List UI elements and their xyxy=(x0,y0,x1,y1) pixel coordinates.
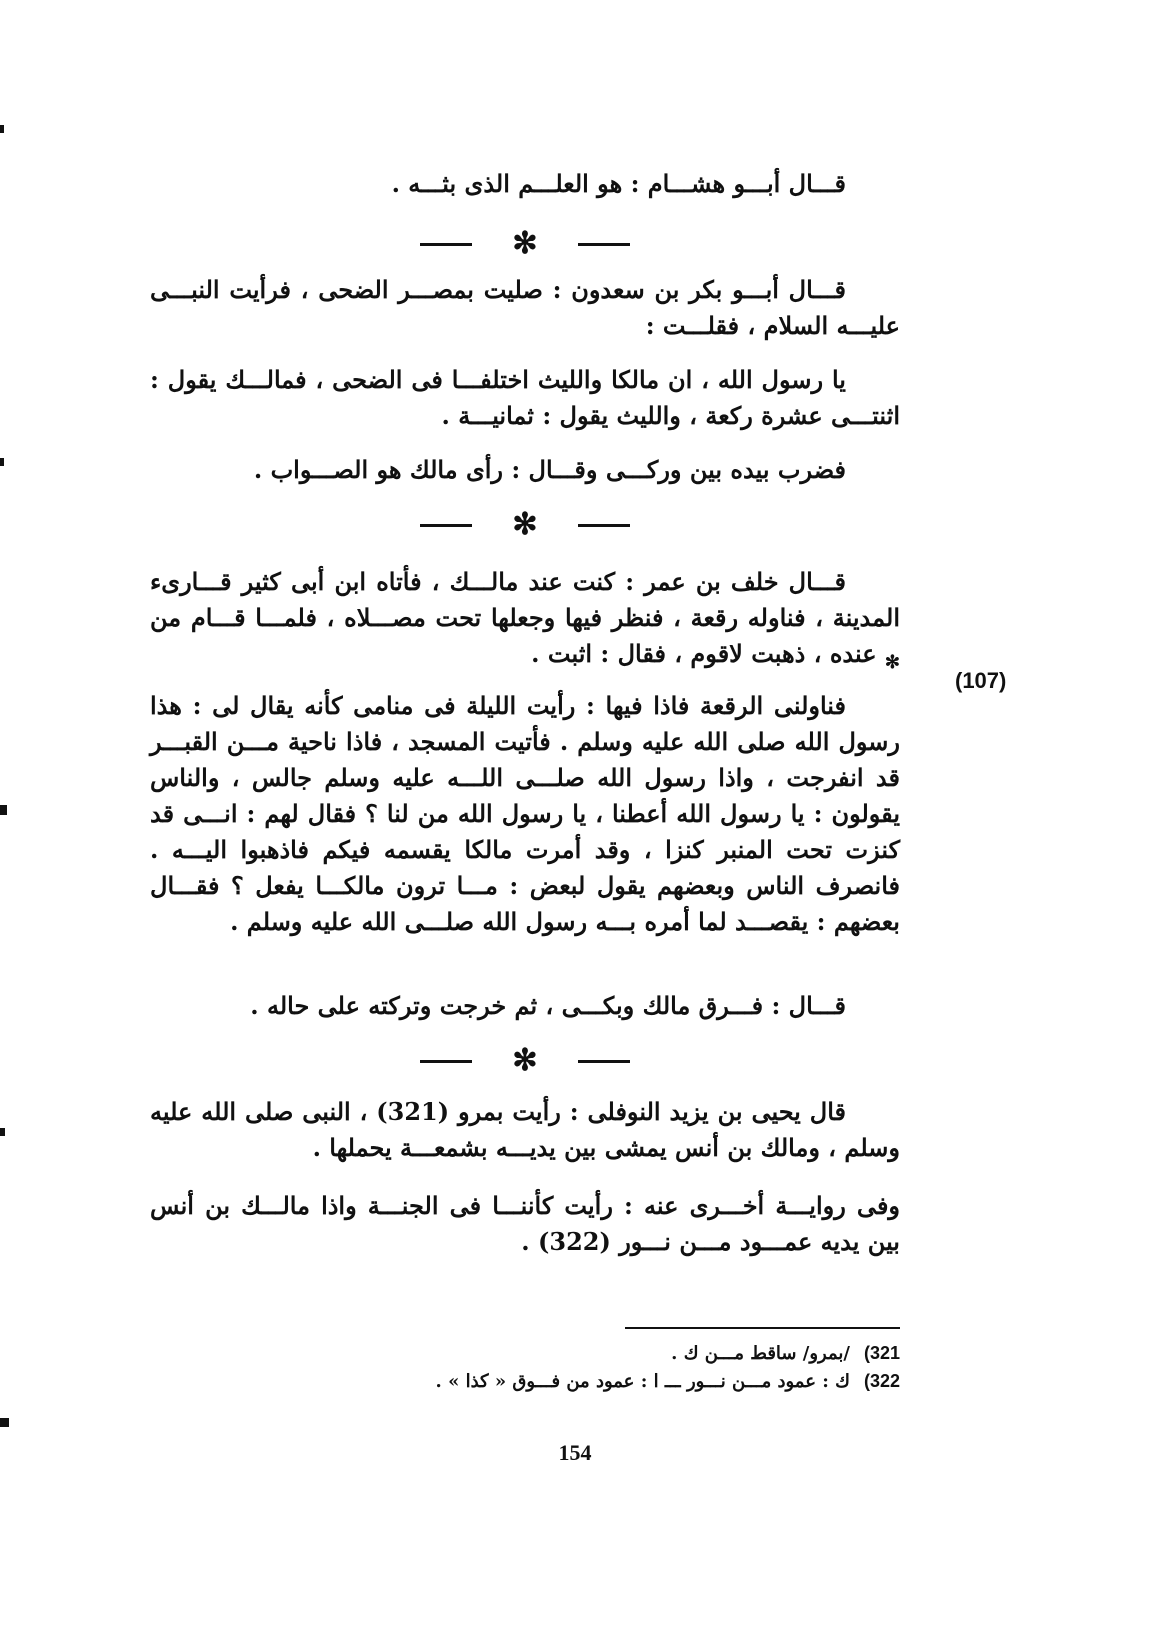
footnote-text: ك : عمود مـــن نـــور ـــ ا : عمود من فـــوق « كذا » . xyxy=(435,1371,850,1392)
footnote-number: 322) xyxy=(863,1371,900,1391)
paragraph-khalaf-text-end: عنده ، ذهبت لاقوم ، فقال : اثبت . xyxy=(531,639,877,668)
paragraph-yahya: قال يحيى بن يزيد النوفلى : رأيت بمرو (321) ، النبى صلى الله عليه وسلم ، ومالك بن أنس يمشى بين يديـــه بشمعـــة يحملها . xyxy=(150,1097,900,1162)
scan-edge-mark xyxy=(0,1128,5,1136)
footnote-322 xyxy=(300,1368,900,1395)
separator-dash xyxy=(420,243,472,246)
paragraph-khalaf-text: قـــال خلف بن عمر : كنت عند مالـــك ، فأتاه ابن أبى كثير قـــارىء المدينة ، فناوله رقعة ، فنظر فيها وجعلها تحت مصـــلاه ، فلمـــا قـــام من xyxy=(150,567,901,632)
scan-edge-mark xyxy=(0,458,4,466)
scan-edge-mark xyxy=(0,125,4,133)
separator-dash xyxy=(578,243,630,246)
section-separator xyxy=(420,1043,630,1078)
separator-dash xyxy=(420,1060,472,1063)
footnote-rule xyxy=(625,1327,900,1329)
scan-edge-mark xyxy=(0,805,7,815)
section-separator xyxy=(420,226,630,261)
asterisk-icon: ✻ xyxy=(884,652,900,673)
separator-dash xyxy=(578,1060,630,1063)
footnote-text: /بمرو/ ساقط مـــن ك . xyxy=(671,1343,850,1364)
separator-dash xyxy=(420,524,472,527)
page-number: 154 xyxy=(558,1440,592,1465)
paragraph-abu-hisham: قـــال أبـــو هشـــام : هو العلـــم الذى بثـــه . xyxy=(391,169,846,198)
paragraph-malik-wept: قـــال : فـــرق مالك وبكـــى ، ثم خرجت وتركته على حاله . xyxy=(250,991,846,1020)
margin-marker: (107) xyxy=(955,668,1007,693)
asterisk-icon: ✻ xyxy=(512,226,538,261)
asterisk-icon: ✻ xyxy=(512,1043,538,1078)
footnote-321 xyxy=(300,1340,900,1367)
asterisk-icon: ✻ xyxy=(512,507,538,542)
footnote-number: 321) xyxy=(863,1343,900,1363)
paragraph-dream: فناولنى الرقعة فاذا فيها : رأيت الليلة فى منامى كأنه يقال لى : هذا رسول الله صلى الله عليه وسلم . فأتيت المسجد ، فاذا ناحية مـــن القبـــر قد انفرجت ، واذا رسول الله صلـــى اللـــه عليه وسلم جالس ، والناس يقولون : يا رسول الله أعطنا ، يا رسول الله من لنا ؟ فقال لهم : انـــى قد كنزت تحت المنبر كنزا ، وقد أمرت مالكا يقسمه فيكم فاذهبوا اليـــه . فانصرف الناس وبعضهم يقول لبعض : مـــا ترون مالكـــا يفعل ؟ فقـــال بعضهم : يقصـــد لما أمره بـــه رسول الله صلـــى الله عليه وسلم . xyxy=(150,691,901,936)
paragraph-other-narration: وفى روايـــة أخـــرى عنه : رأيت كأننـــا فى الجنـــة واذا مالـــك بن أنس بين يديه عمـــود مـــن نـــور (322) . xyxy=(150,1191,900,1256)
paragraph-khalaf xyxy=(150,564,900,681)
paragraph-prophet-answer: فضرب بيده بين وركـــى وقـــال : رأى مالك هو الصـــواب . xyxy=(253,455,846,484)
paragraph-abu-bakr: قـــال أبـــو بكر بن سعدون : صليت بمصـــر الضحى ، فرأيت النبـــى عليـــه السلام ، فقلـــت : xyxy=(150,275,900,340)
separator-dash xyxy=(578,524,630,527)
paragraph-prophet-question: يا رسول الله ، ان مالكا والليث اختلفـــا فى الضحى ، فمالـــك يقول : اثنتـــى عشرة ركعة ، والليث يقول : ثمانيـــة . xyxy=(150,365,900,430)
section-separator xyxy=(420,507,630,542)
scan-edge-mark xyxy=(0,1418,9,1427)
